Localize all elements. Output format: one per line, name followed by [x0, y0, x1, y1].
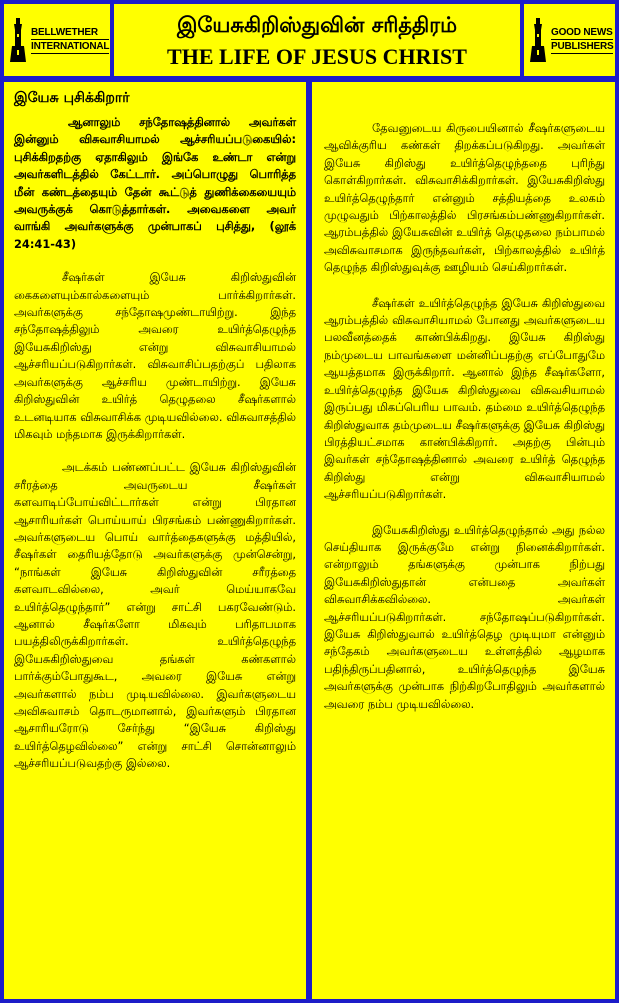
logo-line-1: GOOD NEWS: [551, 27, 613, 38]
paragraph: இயேசுகிறிஸ்து உயிர்த்தெழுந்தால் அது நல்ல செய்தியாக இருக்குமே என்று நினைக்கிறார்கள். என்றாலும் தங்களுக்கு முன்பாக நிற்பது இயேசுகிறிஸ்துதான் என்பதை அவர்கள் விசுவாசிக்கவில்லை. அவர்கள் ஆச்சரியப்படுகிறார்கள். சந்தோஷப்படுகிறார்கள். இயேசு கிறிஸ்துவால் உயிர்த்தெழ முடியுமா என்னும் சந்தேகம் அவர்களுடைய உள்ளத்தில் ஆழமாக பதிந்திருப்பதினால், உயிர்த்தெழுந்த இயேசு அவர்களுக்கு முன்பாக நிற்கிறபோதிலும் அவர்களால் அவரை நம்ப முடியவில்லை.: [324, 522, 605, 711]
left-column: [4, 82, 306, 999]
logo-line-1: BELLWETHER: [31, 26, 109, 40]
bellwether-logo: [4, 4, 110, 76]
title-tamil: இயேசுகிறிஸ்துவின் சரித்திரம்: [176, 13, 458, 37]
title-english: THE LIFE OF JESUS CHRIST: [167, 44, 467, 69]
section-title: இயேசு புசிக்கிறார்: [14, 90, 130, 106]
page-header: [114, 4, 520, 76]
right-column: [312, 82, 615, 999]
logo-line-2: INTERNATIONAL: [31, 41, 110, 52]
paragraph: சீஷர்கள் இயேசு கிறிஸ்துவின் கைகளையும்கால்களையும் பார்க்கிறார்கள். அவர்களுக்கு சந்தோஷமுண்டாயிற்று. இந்த சந்தோஷத்திலும் அவரை உயிர்த்தெழுந்த இயேசுகிறிஸ்து என்று விசுவாசியாமல் ஆச்சரியப்படுகிறார்கள். விசுவாசிப்பதற்குப் பதிலாக அவர்களுக்கு ஆச்சரிய முண்டாயிற்று. இயேசு கிறிஸ்துவின் உயிர்த் தெழுதலை சீஷர்களால் உடனடியாக விசுவாசிக்க முடியவில்லை. விசுவாசத்தில் மிகவும் மந்தமாக இருக்கிறார்கள்.: [14, 270, 296, 441]
logo-line-2: PUBLISHERS: [551, 41, 614, 52]
paragraph: அடக்கம் பண்ணப்பட்ட இயேசு கிறிஸ்துவின் சரீரத்தை அவருடைய சீஷர்கள் களவாடிப்போய்விட்டார்கள் என்று பிரதான ஆசாரியர்கள் பொய்யாய் பிரசங்கம் பண்ணுகிறார்கள். அவர்களுடைய பொய் வார்த்தைகளுக்கு மத்தியில், சீஷர்கள் தைரியத்தோடு அவர்களுக்கு முன்சென்று, “நாங்கள் இயேசு கிறிஸ்துவின் சரீரத்தை களவாடவில்லை, அவர் மெய்யாகவே உயிர்த்தெழுந்தார்” என்று சாட்சி பகரவேண்டும். ஆனால் சீஷர்களோ மிகவும் பரிதாபமாக பயத்திலிருக்கிறார்கள். உயிர்த்தெழுந்த இயேசுகிறிஸ்துவை தங்கள் கண்களால் பார்க்கும்போதுகூட, அவரை இயேசு என்று அவர்களால் நம்ப முடியவில்லை. இவர்களுடைய அவிசுவாசம் தொடருமானால், இவர்களும் பிரதான ஆசாரியரோடு சேர்ந்து “இயேசு கிறிஸ்து உயிர்த்தெழவில்லை” என்று சாட்சி சொன்னாலும் ஆச்சரியப்படுவதற்கு இல்லை.: [14, 460, 296, 771]
tower-icon: [528, 16, 548, 64]
good-news-logo: [524, 4, 615, 76]
logo-text: [28, 26, 109, 54]
paragraph: சீஷர்கள் உயிர்த்தெழுந்த இயேசு கிறிஸ்துவை ஆரம்பத்தில் விசுவாசியாமல் போனது அவர்களுடைய பலவீனத்தைக் காண்பிக்கிறது. இயேசு கிறிஸ்து நம்முடைய பாவங்களை மன்னிப்பதற்கு எப்போதுமே ஆயத்தமாக இருக்கிறார். ஆனால் இந்த சீஷர்களோ, உயிர்த்தெழுந்த இயேசு கிறிஸ்துவை விசுவசியாமல் இருப்பது மிகப்பெரிய பாவம். தம்மை உயிர்த்தெழுந்த கிறிஸ்துவாக தம்முடைய சீஷர்களுக்கு இயேசு கிறிஸ்து பிரத்தியட்சமாக காண்பிக்கிறார். அதற்கு பின்பும் இவர்கள் சந்தோஷத்தினால் அவரை உயிர்த் தெழுந்த கிறிஸ்து என்று விசுவாசியாமல் ஆச்சரியப்படுகிறார்கள்.: [324, 295, 605, 502]
paragraph: தேவனுடைய கிருபையினால் சீஷர்களுடைய ஆவிக்குரிய கண்கள் திறக்கப்படுகிறது. அவர்கள் இயேசு கிறிஸ்து உயிர்த்தெழுந்ததை புரிந்து கொள்கிறார்கள். விசுவாசிக்கிறார்கள். இயேசுகிறிஸ்து உயிர்த்தெழுந்தார் என்னும் சத்தியத்தை உலகம் முழுவதும் பிற்காலத்தில் பிரசங்கம்பண்ணுகிறார்கள். ஆரம்பத்தில் இயேசுவின் உயிர்த் தெழுதலை நம்பாமல் அவிசுவாசமாக இருந்தவர்கள், பிற்காலத்தில் உயிர்த் தெழுந்த கிறிஸ்துவுக்கு ஊழியம் செய்கிறார்கள்.: [324, 121, 605, 275]
logo-text: [548, 26, 613, 54]
scripture-verse: ஆனாலும் சந்தோஷத்தினால் அவர்கள் இன்னும் விசுவாசியாமல் ஆச்சரியப்படுகையில்: புசிக்கிறதற்கு ஏதாகிலும் இங்கே உண்டா என்று அவர்களிடத்தில் கேட்டார். அப்பொழுது பொரித்த மீன் கண்டத்தையும் தேன் கூட்டுத் துணிக்கையையும் அவருக்குக் கொடுத்தார்கள். அவைகளை அவர் வாங்கி அவர்களுக்கு முன்பாகப் புசித்து, (லூக் 24:41-43): [14, 115, 296, 251]
tower-icon: [8, 16, 28, 64]
